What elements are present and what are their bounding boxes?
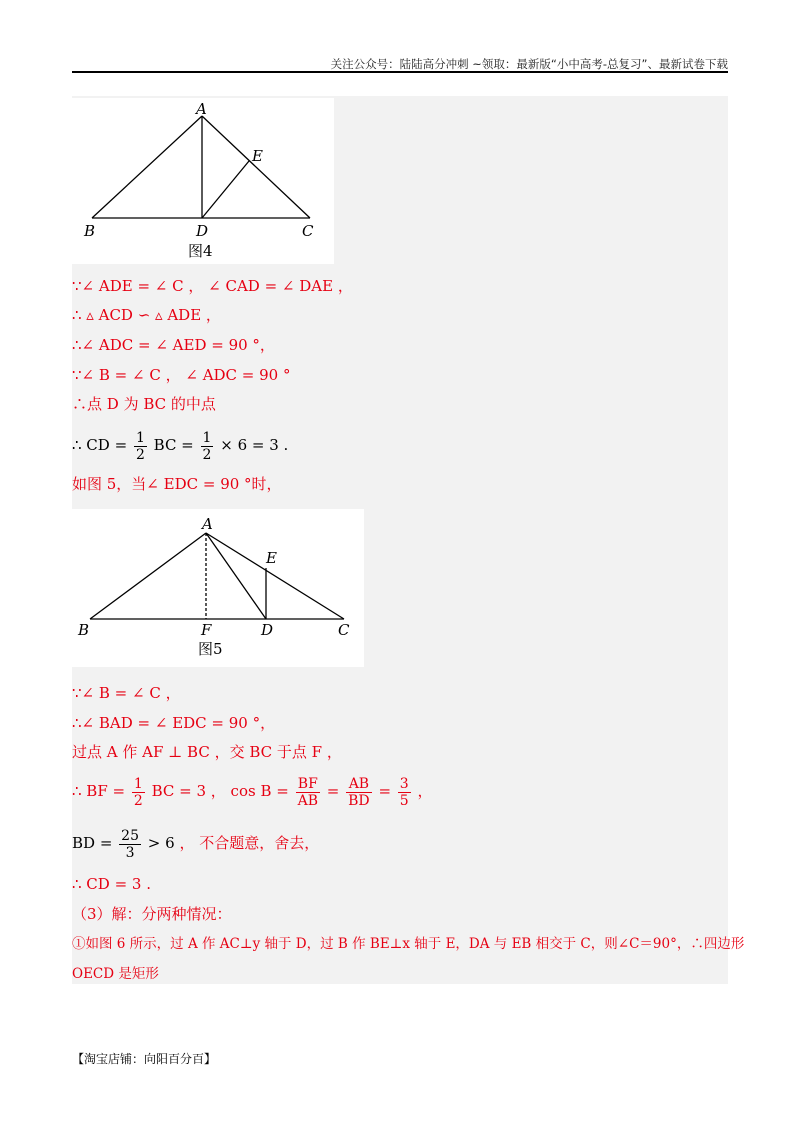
fraction: $\frac{1}{2}$ <box>133 775 143 809</box>
fig4-seg-AB <box>92 116 202 218</box>
line-5-2: ∴∠ BAD = ∠ EDC = 90 °， <box>72 714 276 732</box>
fig4-label-C: C <box>302 222 314 240</box>
line-4-7: 如图 5，当∠ EDC = 90 °时， <box>72 475 282 493</box>
fig5-seg-AD <box>206 533 266 619</box>
page-header: 关注公众号：陆陆高分冲刺 ~领取：最新版“小中高考-总复习”、最新试卷下载 <box>330 57 728 71</box>
line-4-3: ∴∠ ADC = ∠ AED = 90 °， <box>72 336 275 354</box>
line-5-9: OECD 是矩形 <box>72 966 159 982</box>
header-rule <box>72 71 728 73</box>
line-5-7: （3）解：分两种情况： <box>72 905 232 923</box>
fig5-label-B: B <box>78 621 90 639</box>
fig4-seg-DE <box>202 161 249 218</box>
fig5-label-E: E <box>266 549 277 567</box>
line-5-6: ∴ CD = 3 . <box>72 875 151 893</box>
figure-5-svg <box>72 509 364 667</box>
line-4-2: ∴ ▵ ACD ∽ ▵ ADE ， <box>72 306 221 324</box>
line-4-4: ∵∠ B = ∠ C ， ∠ ADC = 90 ° <box>72 366 291 384</box>
line-5-8: ①如图 6 所示，过 A 作 AC⊥y 轴于 D，过 B 作 BE⊥x 轴于 E，DA 与 EB 相交于 C，则∠C＝90°，∴四边形 <box>72 936 745 952</box>
fig4-label-A: A <box>196 100 207 118</box>
fig5-label-F: F <box>201 621 212 639</box>
fig4-seg-AC <box>202 116 310 218</box>
figure-5 <box>72 509 364 667</box>
fig4-label-D: D <box>196 222 209 240</box>
figure-4 <box>72 98 334 264</box>
fraction: $\frac{3}{5}$ <box>399 775 409 809</box>
fraction: $\frac{25}{3}$ <box>121 827 139 861</box>
line-4-6: ∴ CD = $\frac{1}{2}$ BC = $\frac{1}{2}$ × 6 = 3 . <box>72 429 289 463</box>
page-footer: 【淘宝店铺：向阳百分百】 <box>72 1052 217 1066</box>
figure-4-svg <box>72 98 334 264</box>
line-5-4: ∴ BF = $\frac{1}{2}$ BC = 3 ， cos B = $\frac{BF}{AB}$ = $\frac{AB}{BD}$ = $\frac{3}{5}$ ， <box>72 775 433 809</box>
fraction: $\frac{AB}{BD}$ <box>348 775 370 809</box>
fig5-label-D: D <box>261 621 274 639</box>
fig4-label-B: B <box>84 222 96 240</box>
line-4-5: ∴点 D 为 BC 的中点 <box>72 395 216 413</box>
line-5-3: 过点 A 作 AF ⊥ BC ，交 BC 于点 F ， <box>72 743 342 761</box>
fig4-caption: 图4 <box>188 242 213 260</box>
line-5-1: ∵∠ B = ∠ C ， <box>72 684 181 702</box>
line-5-5: BD = $\frac{25}{3}$ > 6 ， 不合题意，舍去， <box>72 827 320 861</box>
fraction: $\frac{1}{2}$ <box>135 429 145 463</box>
fig5-caption: 图5 <box>198 640 223 658</box>
fig4-label-E: E <box>252 147 263 165</box>
fraction: $\frac{BF}{AB}$ <box>297 775 318 809</box>
fig5-label-C: C <box>338 621 350 639</box>
fig5-label-A: A <box>202 515 213 533</box>
line-4-1: ∵∠ ADE = ∠ C ， ∠ CAD = ∠ DAE ， <box>72 277 353 295</box>
fraction: $\frac{1}{2}$ <box>202 429 212 463</box>
fig5-seg-AC <box>206 533 344 619</box>
fig5-seg-AB <box>90 533 206 619</box>
